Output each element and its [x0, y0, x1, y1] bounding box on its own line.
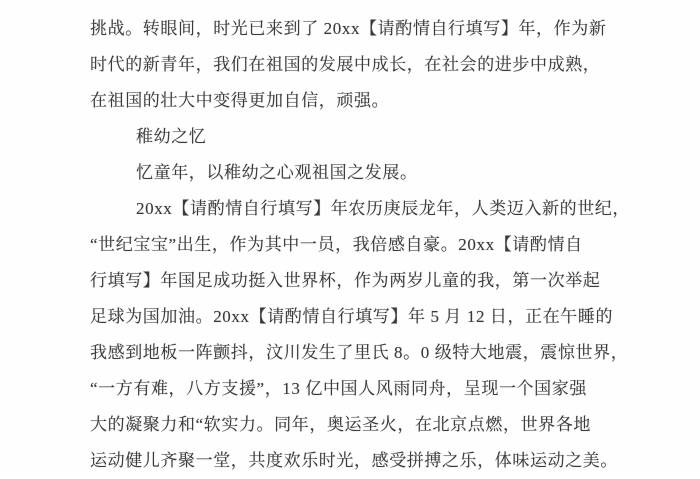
- text-line: “一方有难，八方支援”，13 亿中国人风雨同舟，呈现一个国家强: [90, 379, 587, 398]
- text-line: 行填写】年国足成功挺入世界杯，作为两岁儿童的我，第一次举起: [90, 271, 601, 290]
- text-line: 大的凝聚力和“软实力。同年，奥运圣火，在北京点燃，世界各地: [90, 415, 591, 434]
- text-line: 我感到地板一阵颤抖，汶川发生了里氏 8。0 级特大地震，震惊世界，: [90, 343, 629, 362]
- text-line: 在祖国的壮大中变得更加自信，顽强。: [90, 91, 390, 110]
- text-line: “世纪宝宝”出生，作为其中一员，我倍感自豪。20xx【请酌情自: [90, 235, 583, 254]
- text-line: 挑战。转眼间，时光已来到了 20xx【请酌情自行填写】年，作为新: [90, 19, 607, 38]
- text-line: 20xx【请酌情自行填写】年农历庚辰龙年，人类迈入新的世纪，: [136, 199, 630, 218]
- text-line: 忆童年，以稚幼之心观祖国之发展。: [136, 163, 418, 182]
- text-line: 稚幼之忆: [136, 127, 207, 146]
- text-lines: [90, 11, 635, 479]
- text-line: 足球为国加油。20xx【请酌情自行填写】年 5 月 12 日，正在午睡的: [90, 307, 614, 326]
- text-line: 运动健儿齐聚一堂，共度欢乐时光，感受拼搏之乐，体味运动之美。: [90, 451, 618, 470]
- text-line: 时代的新青年，我们在祖国的发展中成长，在社会的进步中成熟，: [90, 55, 601, 74]
